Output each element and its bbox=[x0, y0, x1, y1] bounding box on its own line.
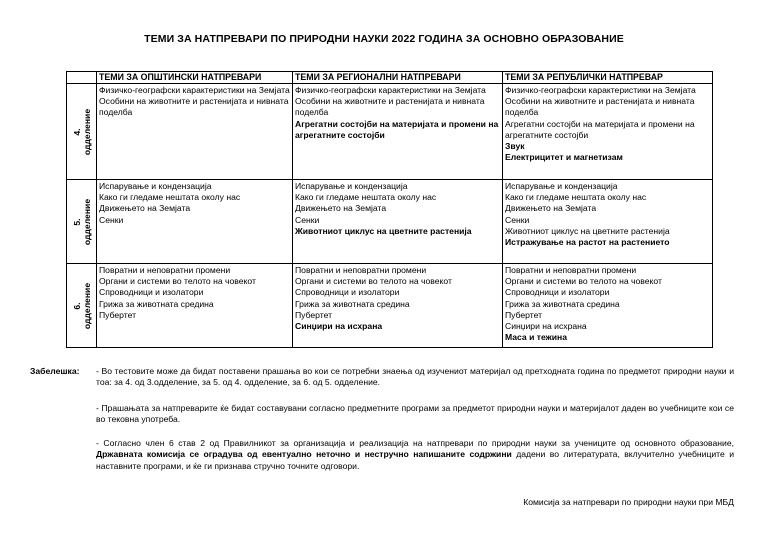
topic-item: Физичко-географски карактеристики на Земјата bbox=[99, 85, 290, 95]
grade-word: одделение bbox=[81, 108, 92, 155]
grade-cell bbox=[67, 264, 97, 348]
grade-word: одделение bbox=[81, 282, 92, 329]
topic-item: Пубертет bbox=[99, 309, 137, 320]
topic-item: Сенки bbox=[505, 214, 530, 225]
header-regional: ТЕМИ ЗА РЕГИОНАЛНИ НАТПРЕВАРИ bbox=[293, 72, 503, 84]
topics-cell-national bbox=[503, 84, 713, 180]
topic-item: Животниот циклус на цветните растенија bbox=[295, 225, 472, 236]
header-national: ТЕМИ ЗА РЕПУБЛИЧКИ НАТПРЕВАР bbox=[503, 72, 713, 84]
grade-number: 6. bbox=[71, 301, 82, 310]
topics-cell-municipal bbox=[97, 84, 293, 180]
note-paragraph-3 bbox=[96, 438, 734, 472]
topic-item: Како ги гледаме нештата околу нас bbox=[99, 192, 241, 203]
topic-item: Сенки bbox=[295, 214, 320, 225]
topic-item: Грижа за животната средина bbox=[505, 298, 620, 309]
topic-item: Агрегатни состојби на материјата и промени на агрегатните состојби bbox=[295, 118, 499, 140]
topic-item: Органи и системи во телото на човекот bbox=[505, 276, 662, 287]
grade-number: 4. bbox=[71, 127, 82, 136]
note-p3-end: дадени во литературата, вклучително учебниците и наставните програми, и ќе ги признава стручно точните одговори. bbox=[96, 449, 734, 471]
topic-item: Движењето на Земјата bbox=[99, 203, 191, 214]
topic-item: Маса и тежина bbox=[505, 332, 567, 343]
grade-label bbox=[72, 282, 92, 328]
topics-cell-municipal bbox=[97, 264, 293, 348]
topic-item: Животниот циклус на цветните растенија bbox=[505, 225, 670, 236]
topic-item: Движењето на Земјата bbox=[505, 203, 597, 214]
topics-cell-regional bbox=[293, 264, 503, 348]
grade-row bbox=[67, 84, 713, 180]
topics-cell-national bbox=[503, 264, 713, 348]
topics-table bbox=[66, 71, 713, 348]
topic-item: Физичко-географски карактеристики на Земјата bbox=[295, 85, 486, 95]
grade-cell bbox=[67, 180, 97, 264]
header-row bbox=[67, 72, 713, 84]
grade-row bbox=[67, 264, 713, 348]
topic-item: Истражување на растот на растението bbox=[505, 237, 670, 248]
topic-item: Особини на животните и растенијата и нивната поделба bbox=[295, 96, 485, 118]
topics-cell-national bbox=[503, 180, 713, 264]
topic-item: Грижа за животната средина bbox=[295, 298, 410, 309]
topic-item: Синџири на исхрана bbox=[295, 321, 383, 332]
topic-item: Грижа за животната средина bbox=[99, 298, 214, 309]
topic-item: Како ги гледаме нештата околу нас bbox=[295, 192, 437, 203]
topic-item: Повратни и неповратни промени bbox=[295, 265, 427, 275]
header-municipal: ТЕМИ ЗА ОПШТИНСКИ НАТПРЕВАРИ bbox=[97, 72, 293, 84]
topic-item: Електрицитет и магнетизам bbox=[505, 152, 623, 163]
grade-row bbox=[67, 180, 713, 264]
grade-cell bbox=[67, 84, 97, 180]
grade-label bbox=[72, 198, 92, 244]
topic-item: Органи и системи во телото на човекот bbox=[295, 276, 452, 287]
note-paragraph-2: - Прашањата за натпреварите ќе бидат составувани согласно предметните програми за предметот природни науки и материјалот даден во учебниците кои се во тековна употреба. bbox=[96, 403, 734, 425]
topic-item: Спроводници и изолатори bbox=[295, 287, 400, 298]
topic-item: Пубертет bbox=[295, 309, 333, 320]
topic-item: Движењето на Земјата bbox=[295, 203, 387, 214]
note-p3-start: - Согласно член 6 став 2 од Правилникот за организација и реализација на натпревари по природни науки за учениците од основното образование, bbox=[96, 438, 734, 448]
grade-label bbox=[72, 108, 92, 154]
note-p3-bold: Државната комисија се оградува од евентуално неточно и нестручно напишаните содржини bbox=[96, 449, 512, 460]
topic-item: Спроводници и изолатори bbox=[99, 287, 204, 298]
topic-item: Агрегатни состојби на материјата и промени на агрегатните состојби bbox=[505, 118, 695, 140]
grade-number: 5. bbox=[71, 217, 82, 226]
topic-item: Особини на животните и растенијата и нивната поделба bbox=[505, 96, 695, 118]
grade-word: одделение bbox=[81, 198, 92, 245]
topic-item: Физичко-географски карактеристики на Земјата bbox=[505, 85, 696, 95]
topic-item: Особини на животните и растенијата и нивната поделба bbox=[99, 96, 289, 118]
topics-cell-regional bbox=[293, 180, 503, 264]
topic-item: Повратни и неповратни промени bbox=[505, 265, 637, 275]
topic-item: Пубертет bbox=[505, 309, 543, 320]
signature: Комисија за натпревари по природни науки при МБД bbox=[523, 497, 734, 507]
topic-item: Звук bbox=[505, 141, 525, 152]
note-paragraph-1: - Во тестовите може да бидат поставени прашања во кои се потребни знаења од изучениот материјал од претходната година по предметот природни науки и тоа: за 4. од 3.одделение, за 5. од 4. одделение, за 6. од 5. одделение. bbox=[96, 366, 734, 388]
topic-item: Сенки bbox=[99, 214, 124, 225]
page-title: ТЕМИ ЗА НАТПРЕВАРИ ПО ПРИРОДНИ НАУКИ 2022 ГОДИНА ЗА ОСНОВНО ОБРАЗОВАНИЕ bbox=[144, 33, 624, 45]
topic-item: Како ги гледаме нештата околу нас bbox=[505, 192, 647, 203]
topic-item: Испарување и кондензација bbox=[295, 181, 408, 191]
topic-item: Повратни и неповратни промени bbox=[99, 265, 231, 275]
topic-item: Синџири на исхрана bbox=[505, 321, 587, 332]
topic-item: Спроводници и изолатори bbox=[505, 287, 610, 298]
topics-cell-municipal bbox=[97, 180, 293, 264]
note-label: Забелешка: bbox=[30, 366, 80, 376]
header-corner bbox=[67, 72, 97, 84]
topic-item: Испарување и кондензација bbox=[505, 181, 618, 191]
topics-cell-regional bbox=[293, 84, 503, 180]
topic-item: Органи и системи во телото на човекот bbox=[99, 276, 256, 287]
topic-item: Испарување и кондензација bbox=[99, 181, 212, 191]
